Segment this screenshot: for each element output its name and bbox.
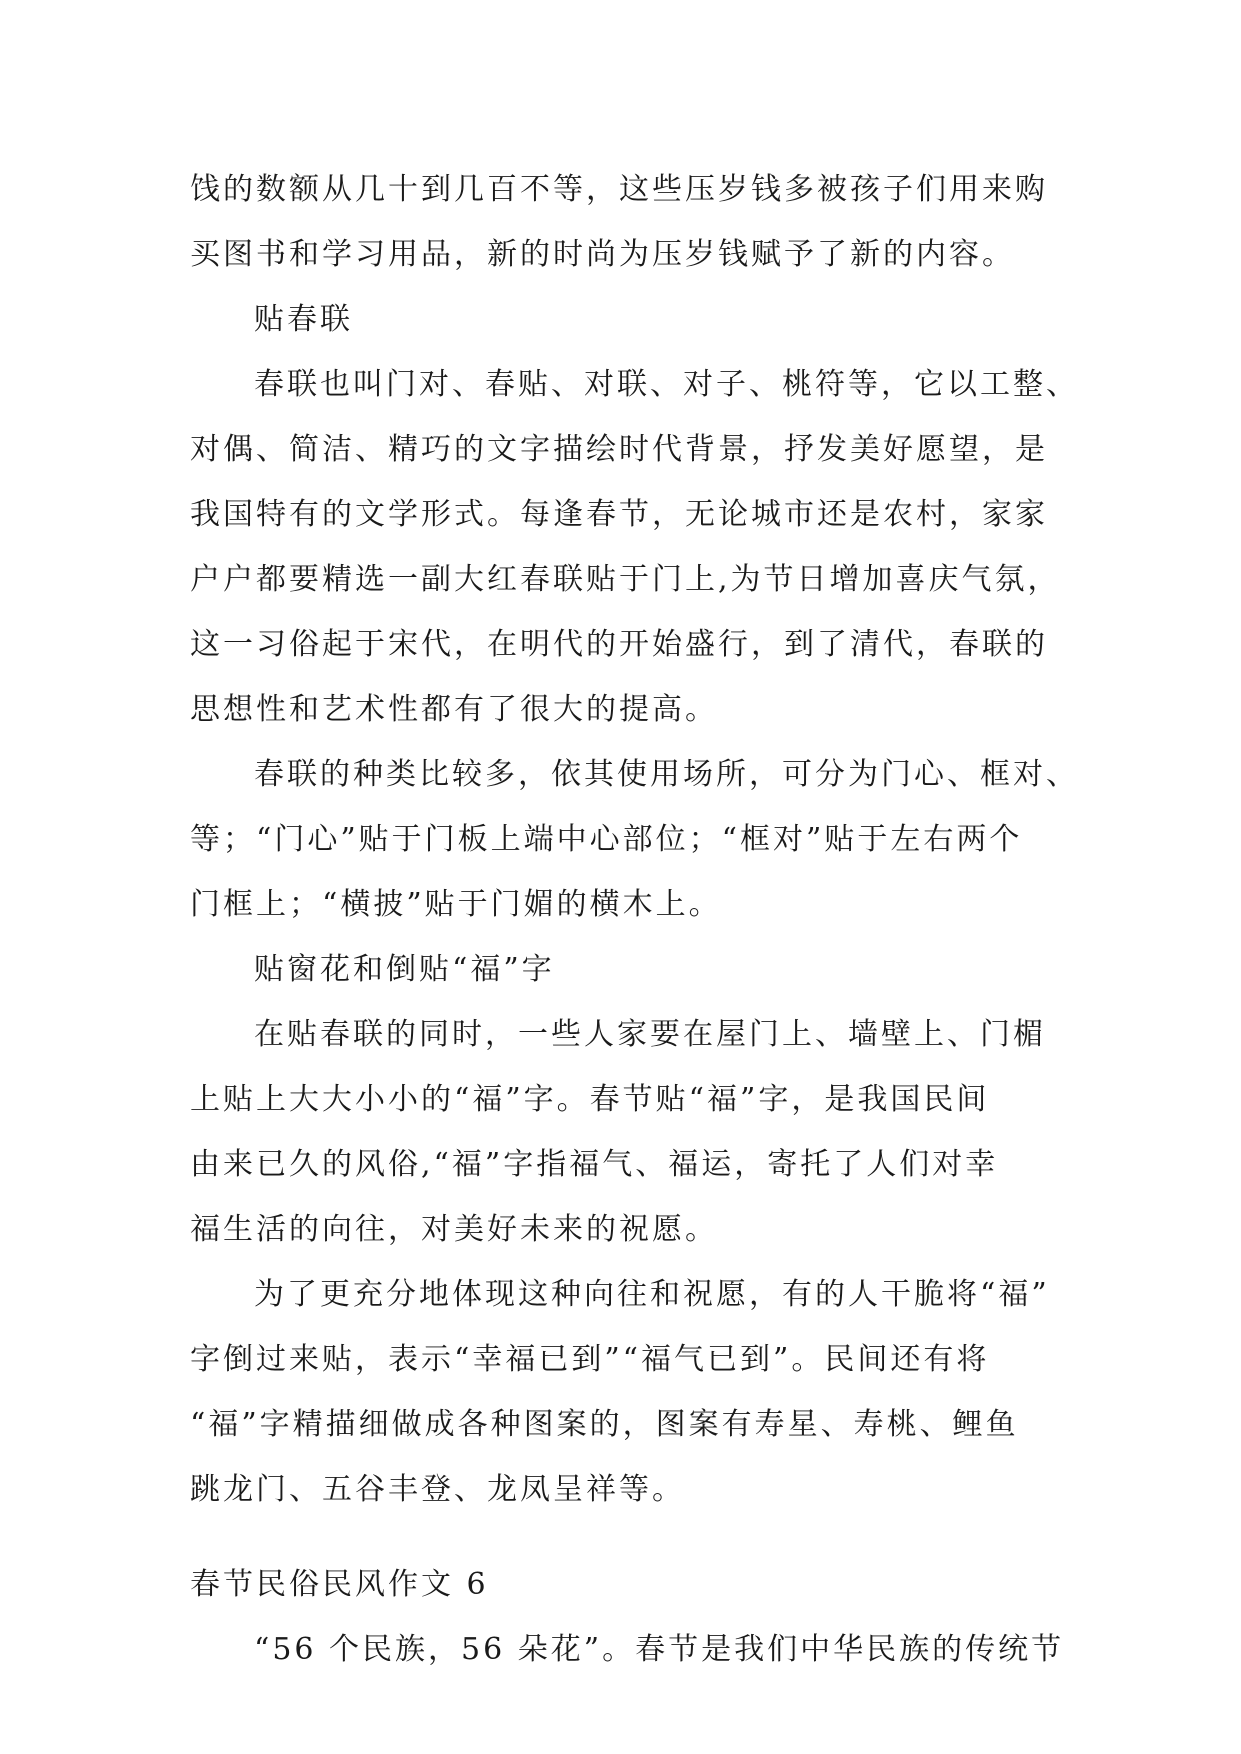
text-line: 我国特有的文学形式。每逢春节，无论城市还是农村，家家	[190, 497, 1048, 532]
section-heading: 贴窗花和倒贴“福”字	[254, 952, 555, 987]
text-line: 这一习俗起于宋代，在明代的开始盛行，到了清代，春联的	[190, 627, 1048, 662]
text-line: 为了更充分地体现这种向往和祝愿，有的人干脆将“福”	[254, 1277, 1050, 1312]
text-line: 在贴春联的同时，一些人家要在屋门上、墙壁上、门楣	[254, 1017, 1046, 1052]
text-line: 字倒过来贴，表示“幸福已到”“福气已到”。民间还有将	[190, 1342, 990, 1377]
text-line: 对偶、简洁、精巧的文字描绘时代背景，抒发美好愿望，是	[190, 432, 1048, 467]
text-line: 上贴上大大小小的“福”字。春节贴“福”字，是我国民间	[190, 1082, 990, 1117]
text-line: 买图书和学习用品，新的时尚为压岁钱赋予了新的内容。	[190, 237, 1015, 272]
text-line: 户户都要精选一副大红春联贴于门上,为节日增加喜庆气氛，	[190, 562, 1061, 597]
text-line: “56 个民族，56 朵花”。春节是我们中华民族的传统节	[254, 1632, 1065, 1667]
text-line: 饯的数额从几十到几百不等，这些压岁钱多被孩子们用来购	[190, 172, 1048, 207]
text-line: 由来已久的风俗,“福”字指福气、福运，寄托了人们对幸	[190, 1147, 999, 1182]
text-line: “福”字精描细做成各种图案的，图案有寿星、寿桃、鲤鱼	[190, 1407, 1019, 1442]
section-heading: 贴春联	[254, 302, 353, 337]
text-line: 跳龙门、五谷丰登、龙凤呈祥等。	[190, 1472, 685, 1507]
text-line: 等；“门心”贴于门板上端中心部位；“框对”贴于左右两个	[190, 822, 1023, 857]
article-title: 春节民俗民风作文 6	[190, 1567, 489, 1602]
text-line: 门框上；“横披”贴于门媚的横木上。	[190, 887, 722, 922]
text-line: 福生活的向往，对美好未来的祝愿。	[190, 1212, 718, 1247]
text-line: 春联的种类比较多，依其使用场所，可分为门心、框对、	[254, 757, 1079, 792]
text-line: 春联也叫门对、春贴、对联、对子、桃符等，它以工整、	[254, 367, 1079, 402]
text-line: 思想性和艺术性都有了很大的提高。	[190, 692, 718, 727]
